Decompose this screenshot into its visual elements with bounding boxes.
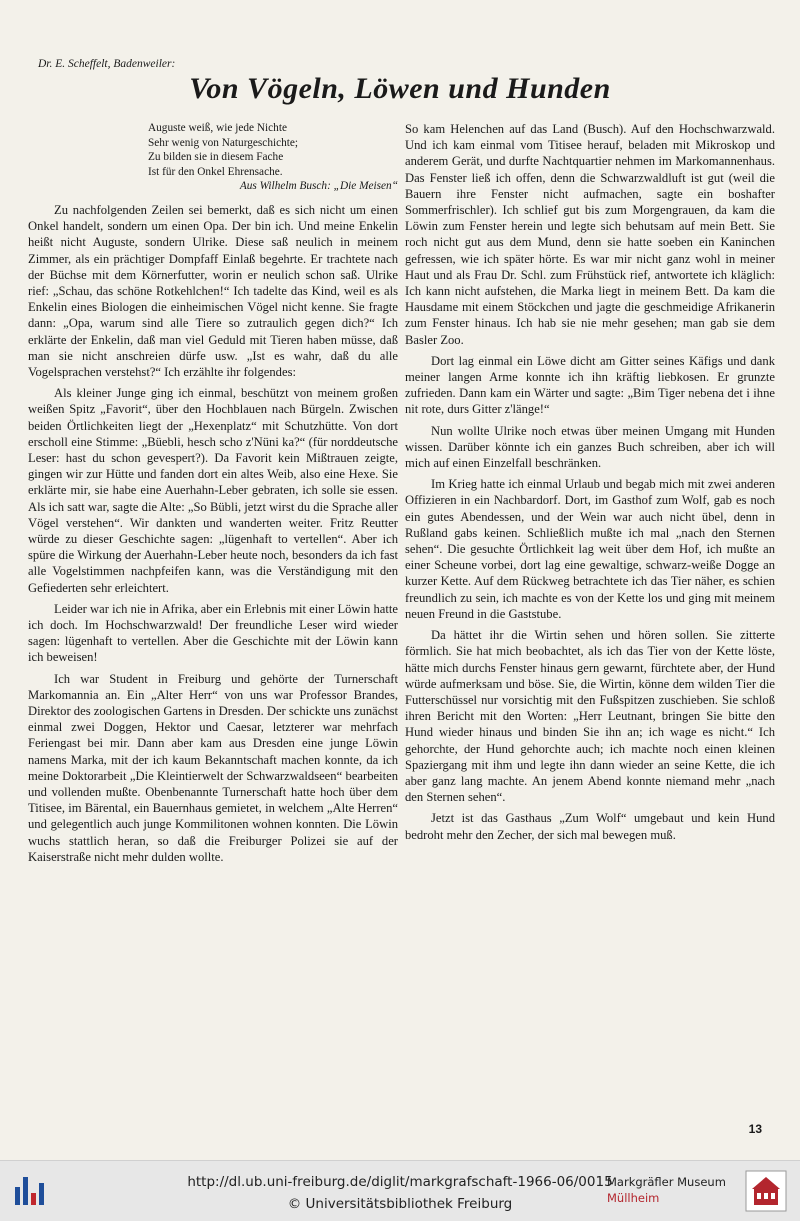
footer-bar bbox=[0, 1160, 800, 1221]
paragraph: Im Krieg hatte ich einmal Urlaub und begab mich mit zwei anderen Offizieren in ein Nachbardorf. Dort, im Gasthof zum Wolf, gab es noch ein gutes Abendessen, und der Wein war auch nicht übel, denn in Rußland gabs keinen. Schließlich mußte ich mal „nach den Sternen sehen“. Die gesuchte Örtlichkeit lag weit über dem Hof, ich mußte an einer Scheune vorbei, dort lag eine gewaltige, schwarz-weiße Dogge an kurzer Kette. Auf dem Rückweg betrachtete ich das Tier näher, es schien freundlich zu sein, ich machte es von der Kette los und ging mit meinem neuen Freund in die Gaststube. bbox=[405, 477, 775, 621]
museum-name: Markgräfler Museum bbox=[607, 1175, 726, 1189]
paragraph: Zu nachfolgenden Zeilen sei bemerkt, daß es sich nicht um einen Onkel handelt, sondern um einen Opa. Der bin ich. Und meine Enkelin heißt nicht Auguste, sondern Ulrike. Diese saß neulich in meinem Zimmer, als ein prächtiger Dompfaff Einlaß begehrte. Er trachtete nach der Büchse mit dem Körnerfutter, worin er neulich schon saß. Ulrike rief: „Schau, das schöne Rotkehlchen!“ Ich tadelte das Kind, weil es als Enkelin eines Biologen die einheimischen Vögel nicht kenne. Sie fragte dann: „Opa, warum sind alle Tiere so zutraulich gegen dich?“ Ich erklärte der Enkelin, daß man viel Geduld mit Tieren haben müsse, daß man sie nicht anschreien dürfe usw. „Ist es wahr, daß du alle Vogelsprachen verstehst?“ Ich erzählte ihr folgendes: bbox=[28, 202, 398, 379]
motto-line: Zu bilden sie in diesem Fache bbox=[148, 151, 284, 164]
motto-line: Auguste weiß, wie jede Nichte bbox=[148, 122, 287, 134]
paragraph: Leider war ich nie in Afrika, aber ein Erlebnis mit einer Löwin hatte ich doch. Im Hochschwarzwald! Der freundliche Leser wird wieder sagen: lügenhaft to vertellen. Aber die Geschichte mit der Löwin kann ich beweisen! bbox=[28, 601, 398, 665]
paragraph: Ich war Student in Freiburg und gehörte der Turnerschaft Markomannia an. Ein „Alter Herr“ von uns war Professor Brandes, Direktor des zoologischen Gartens in Dresden. Der schickte uns zunächst einmal zwei Doggen, Hektor und Caesar, letzterer war mehrfach Feriengast bei mir. Dann aber kam aus Dresden eine junge Löwin namens Marka, mit der ich kaum Bekanntschaft machen konnte, da ich meine Doktorarbeit „Die Kleintierwelt der Schwarzwaldseen“ bearbeiten und vollenden mußte. Obenbenannte Turnerschaft hatte hoch über dem Titisee, im Bärental, ein Bauernhaus gemietet, in welchem „Alte Herren“ und gelegentlich auch junge Kommilitonen wohnen konnten. Die Löwin wuchs stattlich heran, so daß die Freiburger Polizei sie auf der Kaiserstraße nicht mehr dulden wollte. bbox=[28, 671, 399, 864]
motto bbox=[148, 121, 398, 194]
paragraph: Dort lag einmal ein Löwe dicht am Gitter seines Käfigs und dank meiner langen Arme konnte ich ihn kräftig liebkosen. Er grunzte zufrieden. Dann kam ein Wärter und sagte: „Bim Tiger nebena det i ihne nit rote, durs Gitter z'länge!“ bbox=[405, 353, 775, 417]
paragraph: Da hättet ihr die Wirtin sehen und hören sollen. Sie zitterte förmlich. Sie hat mich beobachtet, als ich das Tier von der Kette löste, hätte mich durchs Fenster hinaus gern gewarnt, fürchtete aber, der Hund würde aufmerksam und böse. Sie, die Wirtin, könne dem wilden Tier die Futterschüssel nur vorsichtig mit den Fußspitzen zuschieben. Sie schloß ihren Bericht mit den Worten: „Herr Leutnant, bringen Sie bitte den Hund wieder hinaus und binden Sie ihn an; ich wage es nicht.“ Ich gehorchte, der Hund gehorchte auch; ich machte noch einen kleinen Spaziergang mit ihm und legte ihn dann wieder an seine Kette, die ich aber ganz lang machte. An jenem Abend konnte niemand mehr „nach den Sternen sehen“. bbox=[405, 628, 775, 805]
museum-building-icon[interactable] bbox=[744, 1169, 788, 1213]
page-number: 13 bbox=[748, 1122, 762, 1136]
author-byline: Dr. E. Scheffelt, Badenweiler: bbox=[38, 58, 176, 70]
copyright-notice: © Universitätsbibliothek Freiburg bbox=[287, 1196, 513, 1212]
paragraph: Als kleiner Junge ging ich einmal, beschützt von meinem großen weißen Spitz „Favorit“, über den Hochblauen nach Bürgeln. Zwischen beiden Örtlichkeiten liegt der „Hexenplatz“ mit Schutzhütte. Von dort erscholl eine Stimme: „Büebli, hesch scho z'Nüni ka?“ (für norddeutsche Leser: hast du schon gevespert?). Da Favorit kein Mißtrauen zeigte, gingen wir zur Hütte und fanden dort ein altes Weib, also eine Hexe. Sie erklärte mir, sie habe eine Auerhahn-Leber gebraten, ich solle sie essen. Als ich satt war, sagte die Alte: „So Bübli, jetzt wirst du die Sprache aller Vögel verstehen“. Wir dankten und wanderten weiter. Fritz Reutter würde zu dieser Geschichte sagen: „lügenhaft to vertellen“. Aber ich spüre die Wirkung der Auerhahn-Leber heute noch, besonders da ich fast alle Vogelstimmen nachpfeifen kann, was die Verständigung mit den Gefiederten sehr erleichtert. bbox=[28, 386, 398, 595]
source-url-link[interactable]: http://dl.ub.uni-freiburg.de/diglit/markgrafschaft-1966-06/0015 bbox=[187, 1174, 613, 1190]
right-column bbox=[405, 121, 775, 848]
museum-city: Müllheim bbox=[607, 1191, 660, 1205]
paragraph: So kam Helenchen auf das Land (Busch). Auf den Hochschwarzwald. Und ich kam einmal vom Titisee herauf, beladen mit Mikroskop und anderem Gerät, und durfte Nachtquartier nehmen im Markomannenhaus. Das Fenster ließ ich offen, denn die Schwarzwaldluft ist gut (weil die Bauern ihre Fenster nicht aufmachen, sagte ein boshafter Sommerfrischler). Ich schlief gut bis zum Morgengrauen, da kam die Löwin zum Fenster herein und legte sich behutsam auf mein Bett. Sie roch nicht gut aus dem Mund, denn sie hatte soeben ein Kaninchen gefressen, wie ich später hörte. Es war mir nicht ganz wohl in meiner Haut und als Frau Dr. Schl. zum Frühstück rief, antwortete ich kläglich: Ich kann nicht aufstehen, die Marka liegt in meinem Bett. Da kam die Hausdame mit einem Stöckchen und jagte die geschmeidige Afrikanerin zum Fenster hinaus. Ich hab sie nie mehr gesehen; man gab sie dem Basler Zoo. bbox=[405, 122, 775, 347]
motto-line: Ist für den Onkel Ehrensache. bbox=[148, 165, 283, 178]
paragraph: Jetzt ist das Gasthaus „Zum Wolf“ umgebaut und kein Hund bedroht mehr den Zecher, der sich mal bewegen muß. bbox=[405, 811, 775, 842]
motto-line: Sehr wenig von Naturgeschichte; bbox=[148, 136, 299, 149]
motto-attribution: Aus Wilhelm Busch: „Die Meisen“ bbox=[239, 180, 398, 193]
paragraph: Nun wollte Ulrike noch etwas über meinen Umgang mit Hunden wissen. Darüber könnte ich ein ganzes Buch schreiben, aber ich will mich auf einen Einzelfall beschränken. bbox=[405, 423, 775, 471]
left-column bbox=[28, 121, 398, 870]
article-title: Von Vögeln, Löwen und Hunden bbox=[189, 72, 611, 105]
